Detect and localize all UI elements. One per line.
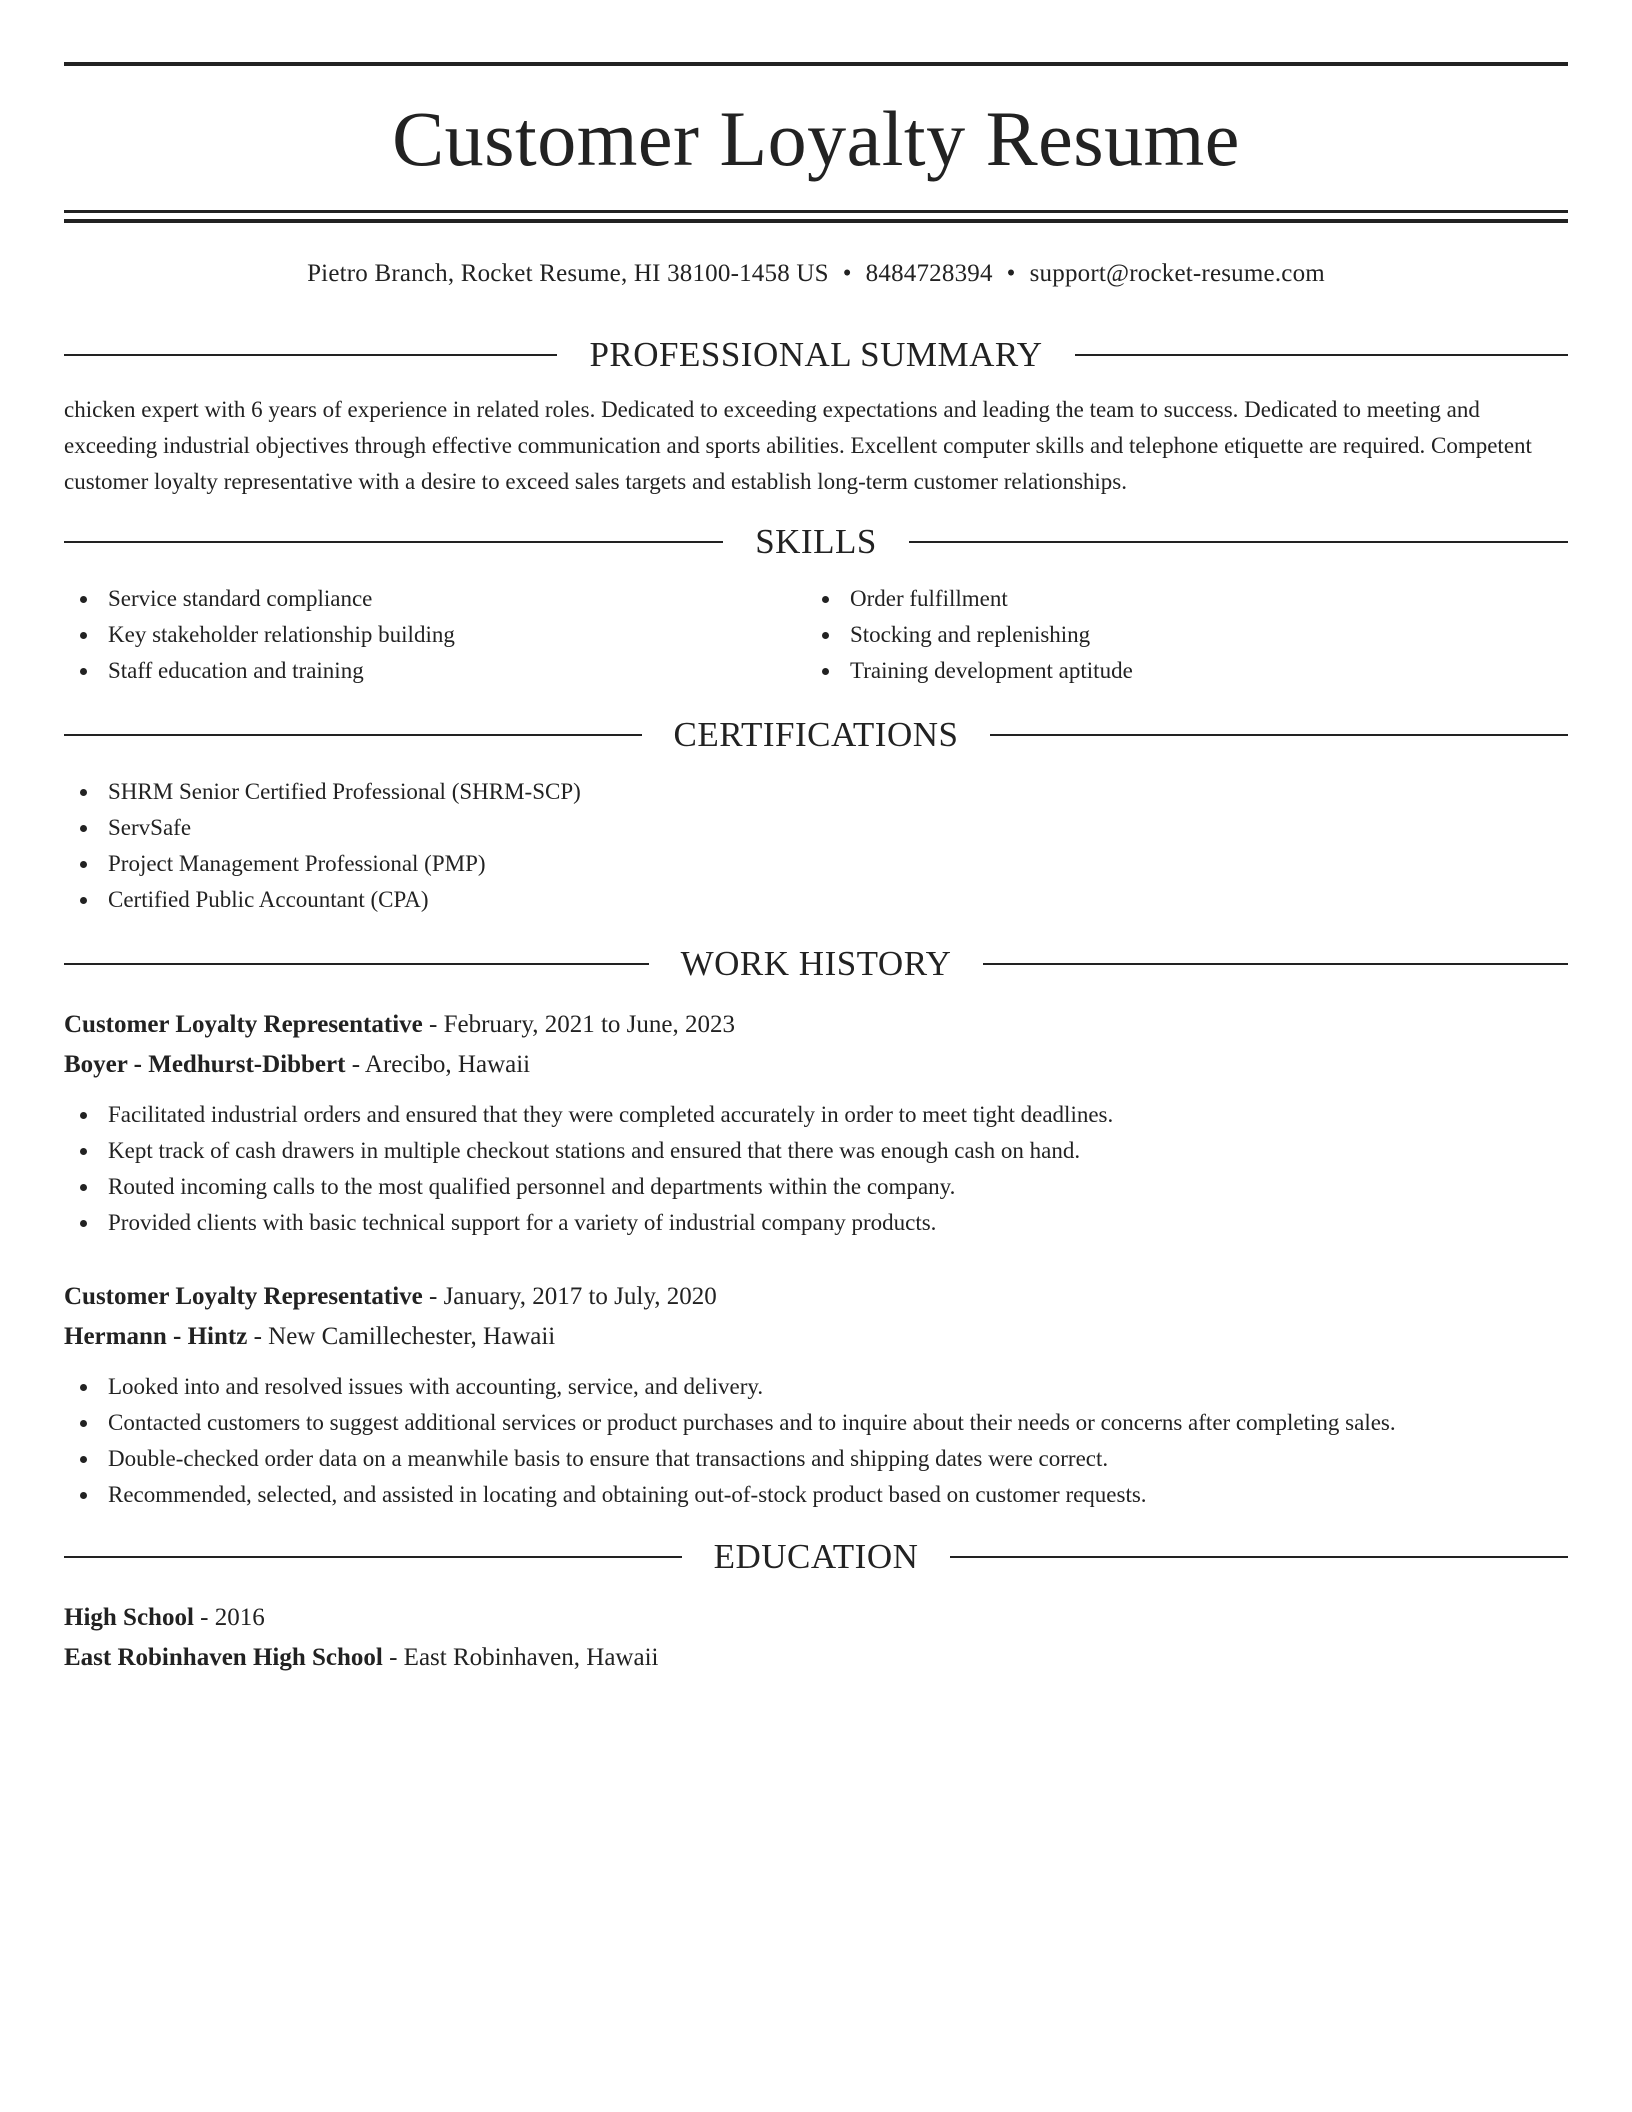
- section-header-education: [64, 1539, 1568, 1574]
- job-title: Customer Loyalty Representative: [64, 1283, 423, 1310]
- education-location: East Robinhaven, Hawaii: [403, 1644, 659, 1671]
- education-year: 2016: [214, 1604, 265, 1631]
- dash: -: [345, 1051, 365, 1078]
- section-header-skills: [64, 524, 1568, 559]
- job-location: Arecibo, Hawaii: [364, 1051, 531, 1078]
- certification-item: ServSafe: [64, 810, 1568, 846]
- job-bullets: [64, 1369, 1568, 1513]
- job-company: Boyer - Medhurst-Dibbert: [64, 1051, 346, 1078]
- dash: -: [422, 1283, 444, 1310]
- section-rule: [64, 541, 723, 543]
- skill-item: Service standard compliance: [64, 581, 806, 617]
- section-title-summary: PROFESSIONAL SUMMARY: [589, 335, 1043, 374]
- certification-item: SHRM Senior Certified Professional (SHRM-SCP): [64, 774, 1568, 810]
- skills-columns: [64, 581, 1568, 689]
- title-double-rule: [64, 210, 1568, 223]
- education-entry: [64, 1598, 1568, 1678]
- contact-phone: 8484728394: [865, 260, 993, 287]
- dash: -: [193, 1604, 215, 1631]
- skills-list-left: [64, 581, 806, 689]
- education-school-line: [64, 1638, 1568, 1678]
- section-title-skills: SKILLS: [755, 522, 877, 561]
- certification-item: Certified Public Accountant (CPA): [64, 882, 1568, 918]
- section-rule: [64, 963, 649, 965]
- job-company-line: [64, 1317, 1568, 1357]
- job-bullet: Provided clients with basic technical support for a variety of industrial company products.: [64, 1205, 1568, 1241]
- section-rule: [990, 734, 1568, 736]
- contact-separator: •: [1006, 260, 1016, 287]
- job-company: Hermann - Hintz: [64, 1323, 248, 1350]
- job-bullets: [64, 1097, 1568, 1241]
- resume-title: Customer Loyalty Resume: [392, 95, 1240, 182]
- skill-item: Stocking and replenishing: [806, 617, 1548, 653]
- contact-address: Pietro Branch, Rocket Resume, HI 38100-1458 US: [307, 260, 829, 287]
- section-rule: [909, 541, 1568, 543]
- section-rule: [1075, 354, 1568, 356]
- contact-separator: •: [842, 260, 852, 287]
- contact-line: [64, 259, 1568, 289]
- contact-email: support@rocket-resume.com: [1029, 260, 1325, 287]
- job-title: Customer Loyalty Representative: [64, 1011, 423, 1038]
- dash: -: [422, 1011, 444, 1038]
- section-rule: [64, 1556, 682, 1558]
- summary-text: chicken expert with 6 years of experience in related roles. Dedicated to exceeding expectations and leading the team to success. Dedicated to meeting and exceeding industrial objectives through effective communication and sports abilities. Excellent computer skills and telephone etiquette are required. Competent customer loyalty representative with a desire to exceed sales targets and establish long-term customer relationships.: [64, 397, 1532, 494]
- section-rule: [950, 1556, 1568, 1558]
- skill-item: Staff education and training: [64, 653, 806, 689]
- section-title-education: EDUCATION: [713, 1537, 919, 1576]
- dash: -: [247, 1323, 269, 1350]
- section-header-work-history: [64, 946, 1568, 981]
- education-school: East Robinhaven High School: [64, 1644, 383, 1671]
- skill-item: Key stakeholder relationship building: [64, 617, 806, 653]
- job-bullet: Facilitated industrial orders and ensured that they were completed accurately in order to meet tight deadlines.: [64, 1097, 1568, 1133]
- dash: -: [382, 1644, 404, 1671]
- job-bullet: Looked into and resolved issues with accounting, service, and delivery.: [64, 1369, 1568, 1405]
- job-bullet: Kept track of cash drawers in multiple checkout stations and ensured that there was enough cash on hand.: [64, 1133, 1568, 1169]
- spacer: [64, 1513, 1568, 1539]
- section-header-certifications: [64, 717, 1568, 752]
- job-bullet: Recommended, selected, and assisted in locating and obtaining out-of-stock product based on customer requests.: [64, 1477, 1568, 1513]
- job-bullet: Routed incoming calls to the most qualified personnel and departments within the company.: [64, 1169, 1568, 1205]
- skills-list-right: [806, 581, 1548, 689]
- education-degree: High School: [64, 1604, 194, 1631]
- education-degree-line: [64, 1598, 1568, 1638]
- top-rule: [64, 62, 1568, 66]
- job-bullet: Double-checked order data on a meanwhile basis to ensure that transactions and shipping dates were correct.: [64, 1441, 1568, 1477]
- skill-item: Training development aptitude: [806, 653, 1548, 689]
- section-rule: [64, 354, 557, 356]
- job-title-line: [64, 1005, 1568, 1045]
- job-entry: [64, 1005, 1568, 1241]
- job-title-line: [64, 1277, 1568, 1317]
- job-location: New Camillechester, Hawaii: [268, 1323, 556, 1350]
- job-bullet: Contacted customers to suggest additional services or product purchases and to inquire about their needs or concerns after completing sales.: [64, 1405, 1568, 1441]
- section-header-summary: [64, 337, 1568, 372]
- certification-item: Project Management Professional (PMP): [64, 846, 1568, 882]
- job-entry: [64, 1277, 1568, 1513]
- section-rule: [983, 963, 1568, 965]
- job-company-line: [64, 1045, 1568, 1085]
- job-dates: January, 2017 to July, 2020: [443, 1283, 717, 1310]
- job-dates: February, 2021 to June, 2023: [443, 1011, 735, 1038]
- certifications-list: [64, 774, 1568, 918]
- section-title-certifications: CERTIFICATIONS: [673, 715, 959, 754]
- section-rule: [64, 734, 642, 736]
- skill-item: Order fulfillment: [806, 581, 1548, 617]
- section-title-work-history: WORK HISTORY: [680, 944, 952, 983]
